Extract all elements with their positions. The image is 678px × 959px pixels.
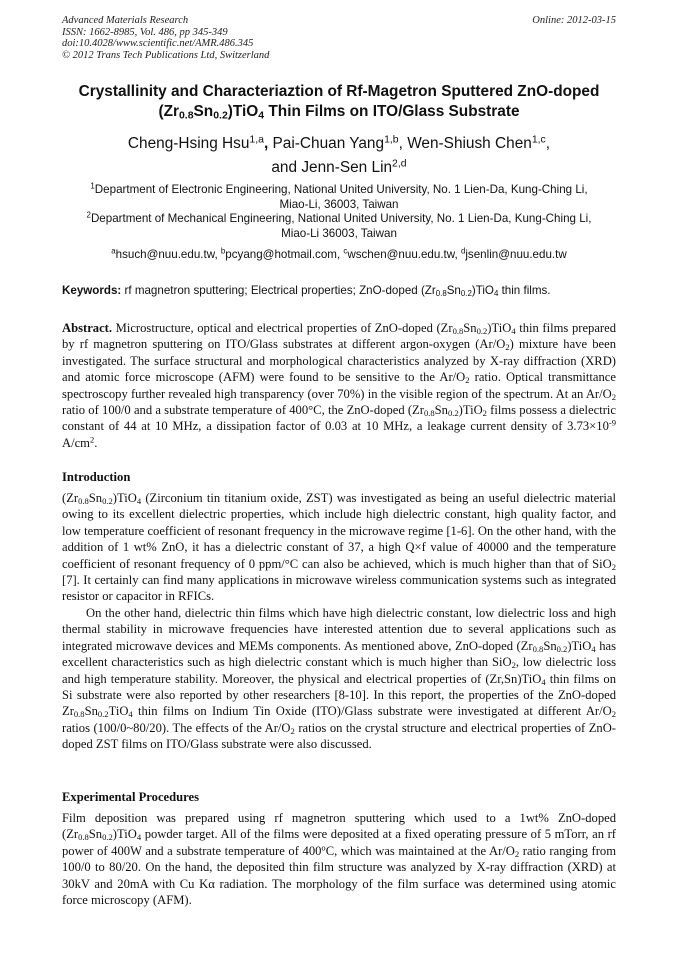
email-a[interactable]: hsuch@nuu.edu.tw,: [115, 248, 218, 261]
keywords: Keywords: rf magnetron sputtering; Electrical properties; ZnO-doped $(Zr_{0.8}Sn_{0.2})TiO_4$ thin films.: [62, 284, 551, 298]
affiliation-1-line-1: $^1$Department of Electronic Engineering, National United University, No. 1 Lien-Da, Kung-Ching Li,: [90, 181, 588, 196]
email-b[interactable]: pcyang@hotmail.com,: [225, 248, 341, 261]
experimental-heading: Experimental Procedures: [62, 790, 199, 804]
authors-line-2: and Jenn-Sen Lin$^{2,d}$: [271, 158, 407, 176]
affiliations: [62, 183, 616, 241]
paper-title: [48, 82, 630, 122]
journal-doi: doi:10.4028/www.scientific.net/AMR.486.345: [62, 38, 254, 50]
online-date: Online: 2012-03-15: [532, 15, 616, 26]
author-3: Wen-Shiush Chen: [407, 135, 532, 152]
keywords-label: Keywords:: [62, 284, 122, 297]
affiliation-2-line-2: Miao-Li 36003, Taiwan: [281, 226, 397, 240]
journal-issn: ISSN: 1662-8985, Vol. 486, pp 345-349: [62, 26, 228, 38]
journal-name: Advanced Materials Research: [62, 15, 189, 26]
title-line-1: Crystallinity and Characteriaztion of Rf-Magetron Sputtered ZnO-doped: [78, 83, 600, 100]
journal-copyright: © 2012 Trans Tech Publications Ltd, Switzerland: [62, 49, 270, 61]
author-1: Cheng-Hsing Hsu: [127, 135, 250, 152]
introduction-paragraph-1: $(Zr_{0.8}Sn_{0.2})TiO_4$ (Zirconium tin titanium oxide, ZST) was investigated as being an useful dielectric material owing to its excellent dielectric properties, which include high dielectric constant, high quality factor, and low temperature coefficient of resonant frequency in the microwave regime [1-6]. On the other hand, with the addition of 1 wt% ZnO, it has a dielectric constant of 37, a high Q×f value of 40000 and the temperature coefficient of resonant frequency of 0 ppm/°C can also be achieved, which is much higher than that of SiO$_2$ [7]. It certainly can find many applications in microwave wireless communication systems such as integrated resistor or capacitor in RFICs.: [62, 491, 616, 604]
journal-header: [62, 15, 616, 61]
introduction-heading: Introduction: [62, 470, 131, 484]
abstract: Abstract. Microstructure, optical and electrical properties of ZnO-doped $(Zr_{0.8}Sn_{0.2})TiO_4$ thin films prepared by rf magnetron sputtering on ITO/Glass substrates at different argon-oxygen $(Ar/O_2)$ mixture have been investigated. The surface structural and morphological characteristics analyzed by X-ray diffraction (XRD) and atomic force microscope (AFM) were found to be sensitive to the $Ar/O_2$ ratio. Optical transmittance spectroscopy further revealed high transparency (over 70%) in the visible region of the spectrum. At an $Ar/O_2$ ratio of 100/0 and a substrate temperature of 400°C, the ZnO-doped $(Zr_{0.8}Sn_{0.2})TiO_2$ films possess a dielectric constant of 44 at 10 MHz, a dissipation factor of 0.03 at 10 MHz, a leakage current density of $3.73\times 10^{-9}$ $A/cm^2$.: [62, 321, 617, 450]
author-2: Pai-Chuan Yang: [272, 135, 385, 152]
title-line-2: $(Zr_{0.8}Sn_{0.2})TiO_4$ Thin Films on ITO/Glass Substrate: [158, 103, 520, 122]
experimental-paragraph: Film deposition was prepared using rf magnetron sputtering which used to a 1wt% ZnO-doped $(Zr_{0.8}Sn_{0.2})TiO_4$ powder target. All of the films were deposited at a fixed operating pressure of 5 mTorr, an rf power of 400W and a substrate temperature of 400$^o$C, which was maintained at the $Ar/O_2$ ratio ranging from 100/0 to 80/20. On the hand, the deposited thin film structure was analyzed by X-ray diffraction (XRD) at 30kV and 20mA with Cu Kα radiation. The morphology of the film surface was determined using atomic force microscopy (AFM).: [62, 811, 616, 908]
email-c[interactable]: wschen@nuu.edu.tw,: [347, 248, 458, 261]
author-emails: $^a$hsuch@nuu.edu.tw, $^b$pcyang@hotmail.com, $^c$wschen@nuu.edu.tw, $^d$jsenlin@nuu.edu.tw: [111, 246, 567, 261]
authors-line-1: Cheng-Hsing Hsu$^{1,a}$, Pai-Chuan Yang$^{1,b}$, Wen-Shiush Chen$^{1,c}$,: [127, 134, 551, 152]
author-list: [48, 132, 630, 180]
affiliation-1-line-2: Miao-Li, 36003, Taiwan: [279, 197, 399, 211]
abstract-label: Abstract.: [62, 321, 113, 335]
email-d[interactable]: jsenlin@nuu.edu.tw: [465, 248, 567, 261]
author-4: Jenn-Sen Lin: [301, 159, 393, 176]
introduction-paragraph-2: On the other hand, dielectric thin films which have high dielectric constant, low dielectric loss and high thermal stability in microwave frequencies have interested attention due to several applications such as integrated microwave devices and MEMs components. As mentioned above, ZnO-doped $(Zr_{0.8}Sn_{0.2})TiO_4$ has excellent characteristics such as high dielectric constant which is much higher than SiO$_2$, low dielectric loss and high temperature stability. Moreover, the physical and electrical properties of (Zr,Sn)TiO$_4$ thin films on Si substrate were also reported by other researchers [8-10]. In this report, the properties of the ZnO-doped $Zr_{0.8}Sn_{0.2}TiO_4$ thin films on Indium Tin Oxide (ITO)/Glass substrate were investigated at different $Ar/O_2$ ratios (100/0~80/20). The effects of the $Ar/O_2$ ratios on the crystal structure and electrical properties of ZnO-doped ZST films on ITO/Glass substrate were also discussed.: [62, 606, 617, 752]
affiliation-2-line-1: $^2$Department of Mechanical Engineering, National United University, No. 1 Lien-Da, Kung-Ching Li,: [86, 210, 592, 226]
